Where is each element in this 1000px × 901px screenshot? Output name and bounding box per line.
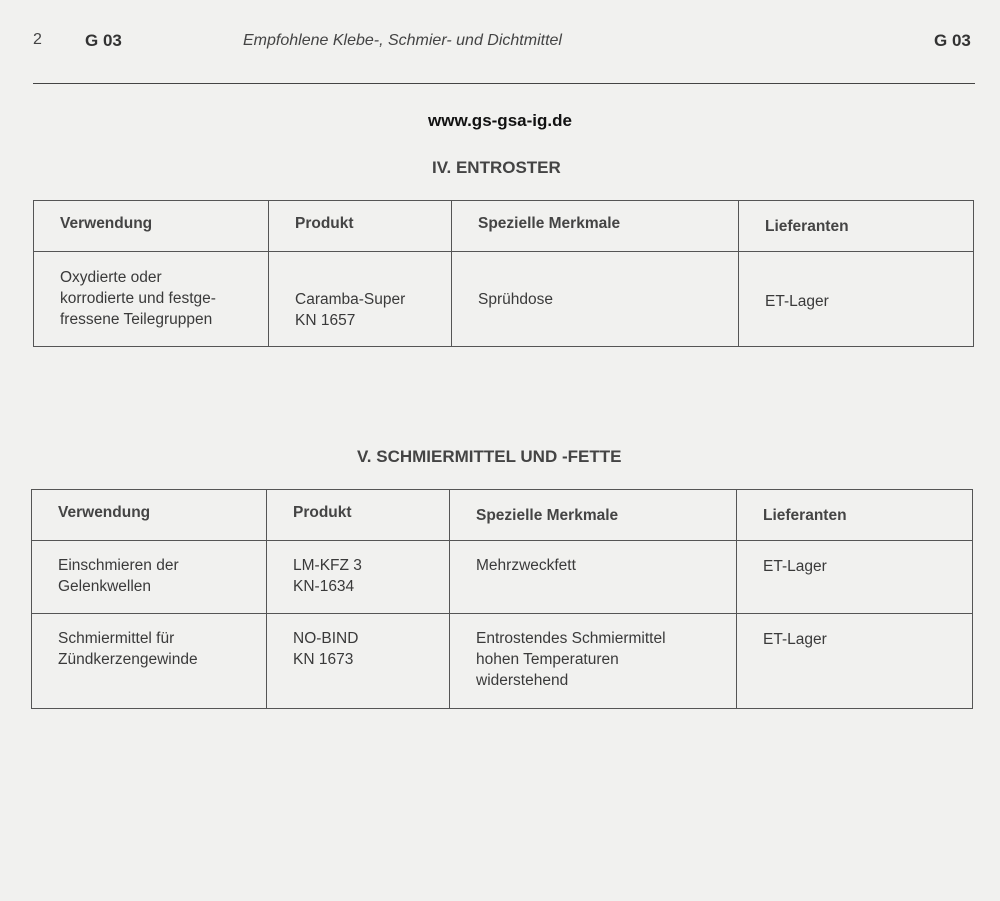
page-title: Empfohlene Klebe-, Schmier- und Dichtmittel xyxy=(243,32,562,49)
section-iv-title: IV. ENTROSTER xyxy=(432,158,561,177)
cell-merkmale: Entrostendes Schmiermittel hohen Temperaturen widerstehend xyxy=(450,614,737,709)
column-header-produkt: Produkt xyxy=(267,490,450,541)
column-header-merkmale: Spezielle Merkmale xyxy=(452,201,739,252)
table-header-row xyxy=(34,201,974,252)
cell-lieferanten: ET-Lager xyxy=(739,252,974,347)
cell-verwendung: Einschmieren der Gelenkwellen xyxy=(32,541,267,614)
cell-produkt: LM-KFZ 3 KN-1634 xyxy=(267,541,450,614)
schmiermittel-table xyxy=(31,489,973,709)
website-watermark: www.gs-gsa-ig.de xyxy=(428,111,572,130)
column-header-verwendung: Verwendung xyxy=(34,201,269,252)
entroster-table xyxy=(33,200,974,347)
cell-merkmale: Mehrzweckfett xyxy=(450,541,737,614)
cell-verwendung: Oxydierte oder korrodierte und festge- fressene Teilegruppen xyxy=(34,252,269,347)
section-v-title: V. SCHMIERMITTEL UND -FETTE xyxy=(357,447,622,466)
column-header-produkt: Produkt xyxy=(269,201,452,252)
document-code-right: G 03 xyxy=(934,31,971,50)
cell-lieferanten: ET-Lager xyxy=(737,614,973,709)
document-code-left: G 03 xyxy=(85,31,122,50)
cell-merkmale: Sprühdose xyxy=(452,252,739,347)
column-header-verwendung: Verwendung xyxy=(32,490,267,541)
column-header-lieferanten: Lieferanten xyxy=(739,201,974,252)
cell-produkt: NO-BIND KN 1673 xyxy=(267,614,450,709)
table-row xyxy=(32,541,973,614)
table-header-row xyxy=(32,490,973,541)
cell-verwendung: Schmiermittel für Zündkerzengewinde xyxy=(32,614,267,709)
table-row xyxy=(32,614,973,709)
header-divider xyxy=(33,83,975,84)
cell-lieferanten: ET-Lager xyxy=(737,541,973,614)
cell-produkt: Caramba-Super KN 1657 xyxy=(269,252,452,347)
column-header-lieferanten: Lieferanten xyxy=(737,490,973,541)
column-header-merkmale: Spezielle Merkmale xyxy=(450,490,737,541)
table-row xyxy=(34,252,974,347)
page-number: 2 xyxy=(33,31,42,48)
